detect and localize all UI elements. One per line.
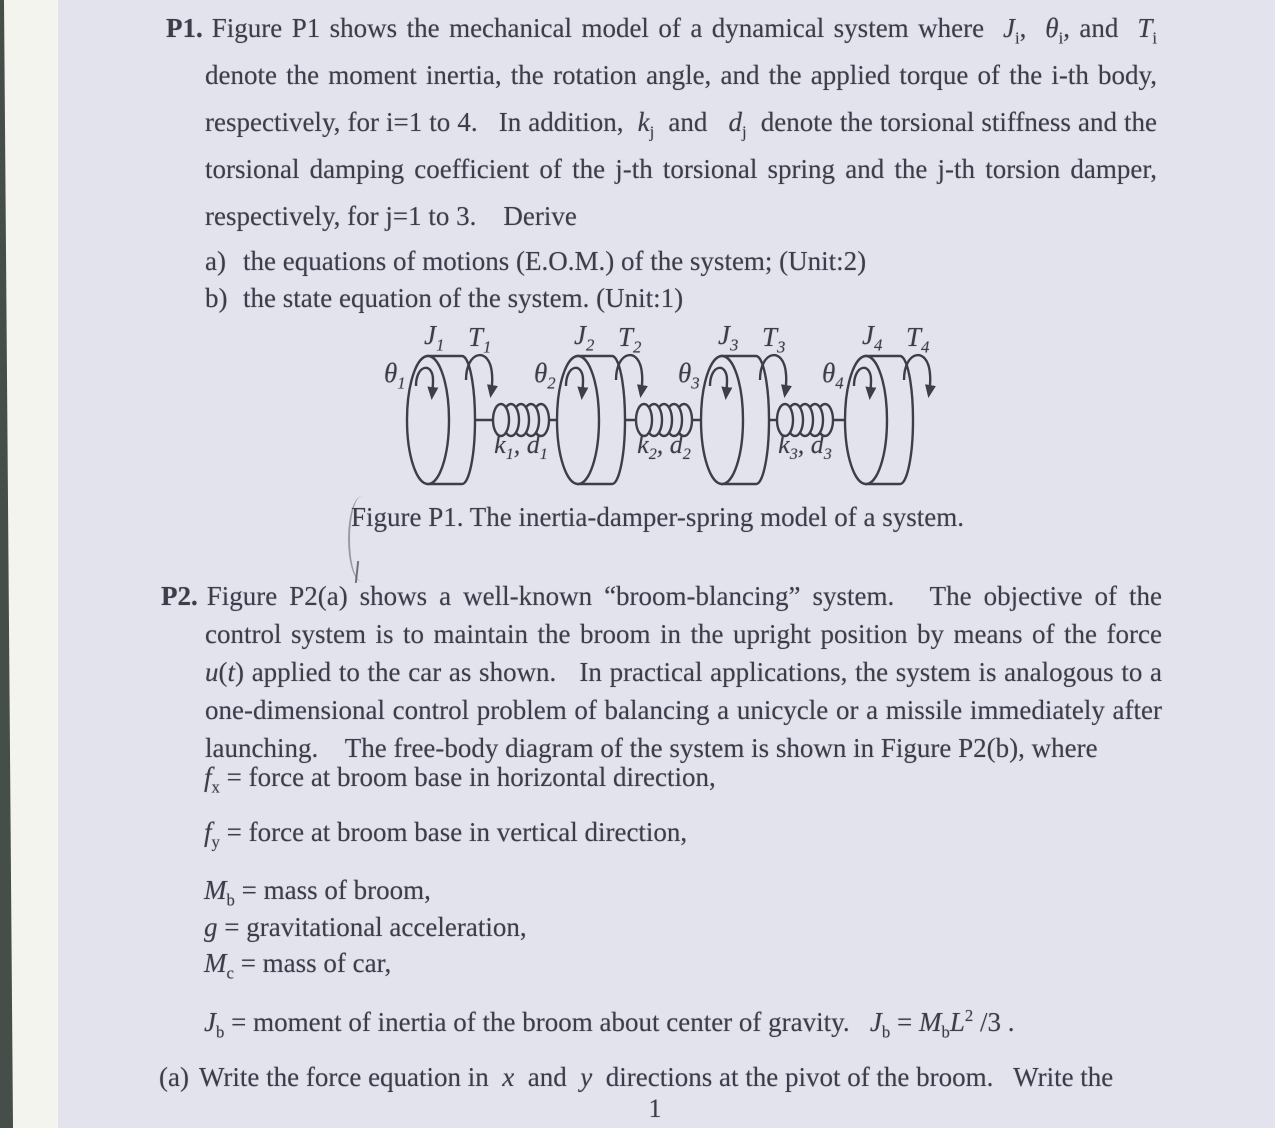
spring-label-2: $k_2$, $d_2$ xyxy=(637,430,691,464)
angle-label-2: $\theta_2$ xyxy=(534,358,556,393)
definition-g: g = gravitational acceleration, xyxy=(204,912,527,942)
problem-1-label: P1. xyxy=(166,13,203,43)
torque-label-2: $T_2$ xyxy=(618,322,642,357)
definition-mc: $M_c$ = mass of car, xyxy=(204,948,392,983)
angle-label-4: $\theta_4$ xyxy=(822,358,844,393)
inertia-label-3: $J_3$ xyxy=(718,320,739,355)
item-b-label: b) xyxy=(205,283,228,313)
inertia-label-1: $J_1$ xyxy=(424,320,445,355)
torque-label-1: $T_1$ xyxy=(468,322,492,357)
inertia-disk-3 xyxy=(701,356,769,484)
angle-label-1: $\theta_1$ xyxy=(384,358,406,393)
problem-1-item-a xyxy=(205,242,866,280)
item-a2-text: Write the force equation in x and y directions at the pivot of the broom. Write the xyxy=(199,1062,1114,1092)
angle-label-3: $\theta_3$ xyxy=(678,358,700,393)
item-a2-label: (a) xyxy=(159,1062,189,1092)
inertia-disk-2 xyxy=(557,356,625,484)
inertia-damper-spring-drawing xyxy=(380,316,945,506)
inertia-label-2: $J_2$ xyxy=(574,320,595,355)
definition-mb: $M_b$ = mass of broom, xyxy=(204,875,431,910)
problem-2-text: Figure P2(a) shows a well-known “broom-blancing” system. The objective of the control system is to maintain the broom in the upright position by means of the force u(t) applied to the car as shown. In practical applications, the system is analogous to a one-dimensional control problem of balancing a unicycle or a missile immediately after launching. The free-body diagram of the system is shown in Figure P2(b), where xyxy=(205,581,1176,763)
inertia-disk-4 xyxy=(845,356,913,484)
problem-1-paragraph xyxy=(166,5,1164,240)
inertia-disk-1 xyxy=(407,356,475,484)
inertia-label-4: $J_4$ xyxy=(862,320,883,355)
item-a-label: a) xyxy=(205,246,226,276)
spring-label-3: $k_3$, $d_3$ xyxy=(778,430,832,464)
problem-2-paragraph xyxy=(161,577,1176,767)
definition-fy: $f_y$ = force at broom base in vertical direction, xyxy=(204,817,688,852)
item-a-text: the equations of motions (E.O.M.) of the system; (Unit:2) xyxy=(243,246,867,276)
figure-p1-diagram xyxy=(380,316,945,506)
definition-fx: $f_x$ = force at broom base in horizontal direction, xyxy=(204,762,716,797)
item-b-text: the state equation of the system. (Unit:1) xyxy=(243,283,684,313)
problem-2-label: P2. xyxy=(161,581,198,611)
page-number: 1 xyxy=(648,1094,662,1123)
figure-p1-caption: Figure P1. The inertia-damper-spring model of a system. xyxy=(350,502,965,532)
spring-label-1: $k_1$, $d_1$ xyxy=(494,430,548,464)
pen-stray-mark xyxy=(348,496,376,582)
problem-1-item-b xyxy=(205,279,683,317)
torque-label-3: $T_3$ xyxy=(762,322,786,357)
problem-1-text: Figure P1 shows the mechanical model of a dynamical system where $J_i$, $\theta_i$, and $T_i$ denote the moment inertia, the rotation angle, and the applied torque of the i-th body, respectively, for i=1 to 4. In addition, $k_j$ and $d_j$ denote the torsional stiffness and the torsional damping coefficient of the j-th torsional spring and the j-th torsion damper, respectively, for j=1 to 3. Derive xyxy=(205,13,1164,231)
torque-label-4: $T_4$ xyxy=(906,322,930,357)
definition-jb: $J_b$ = moment of inertia of the broom about center of gravity. $J_b = M_bL^2$ /3 . xyxy=(204,1006,1015,1042)
problem-2-item-a xyxy=(159,1058,1113,1096)
